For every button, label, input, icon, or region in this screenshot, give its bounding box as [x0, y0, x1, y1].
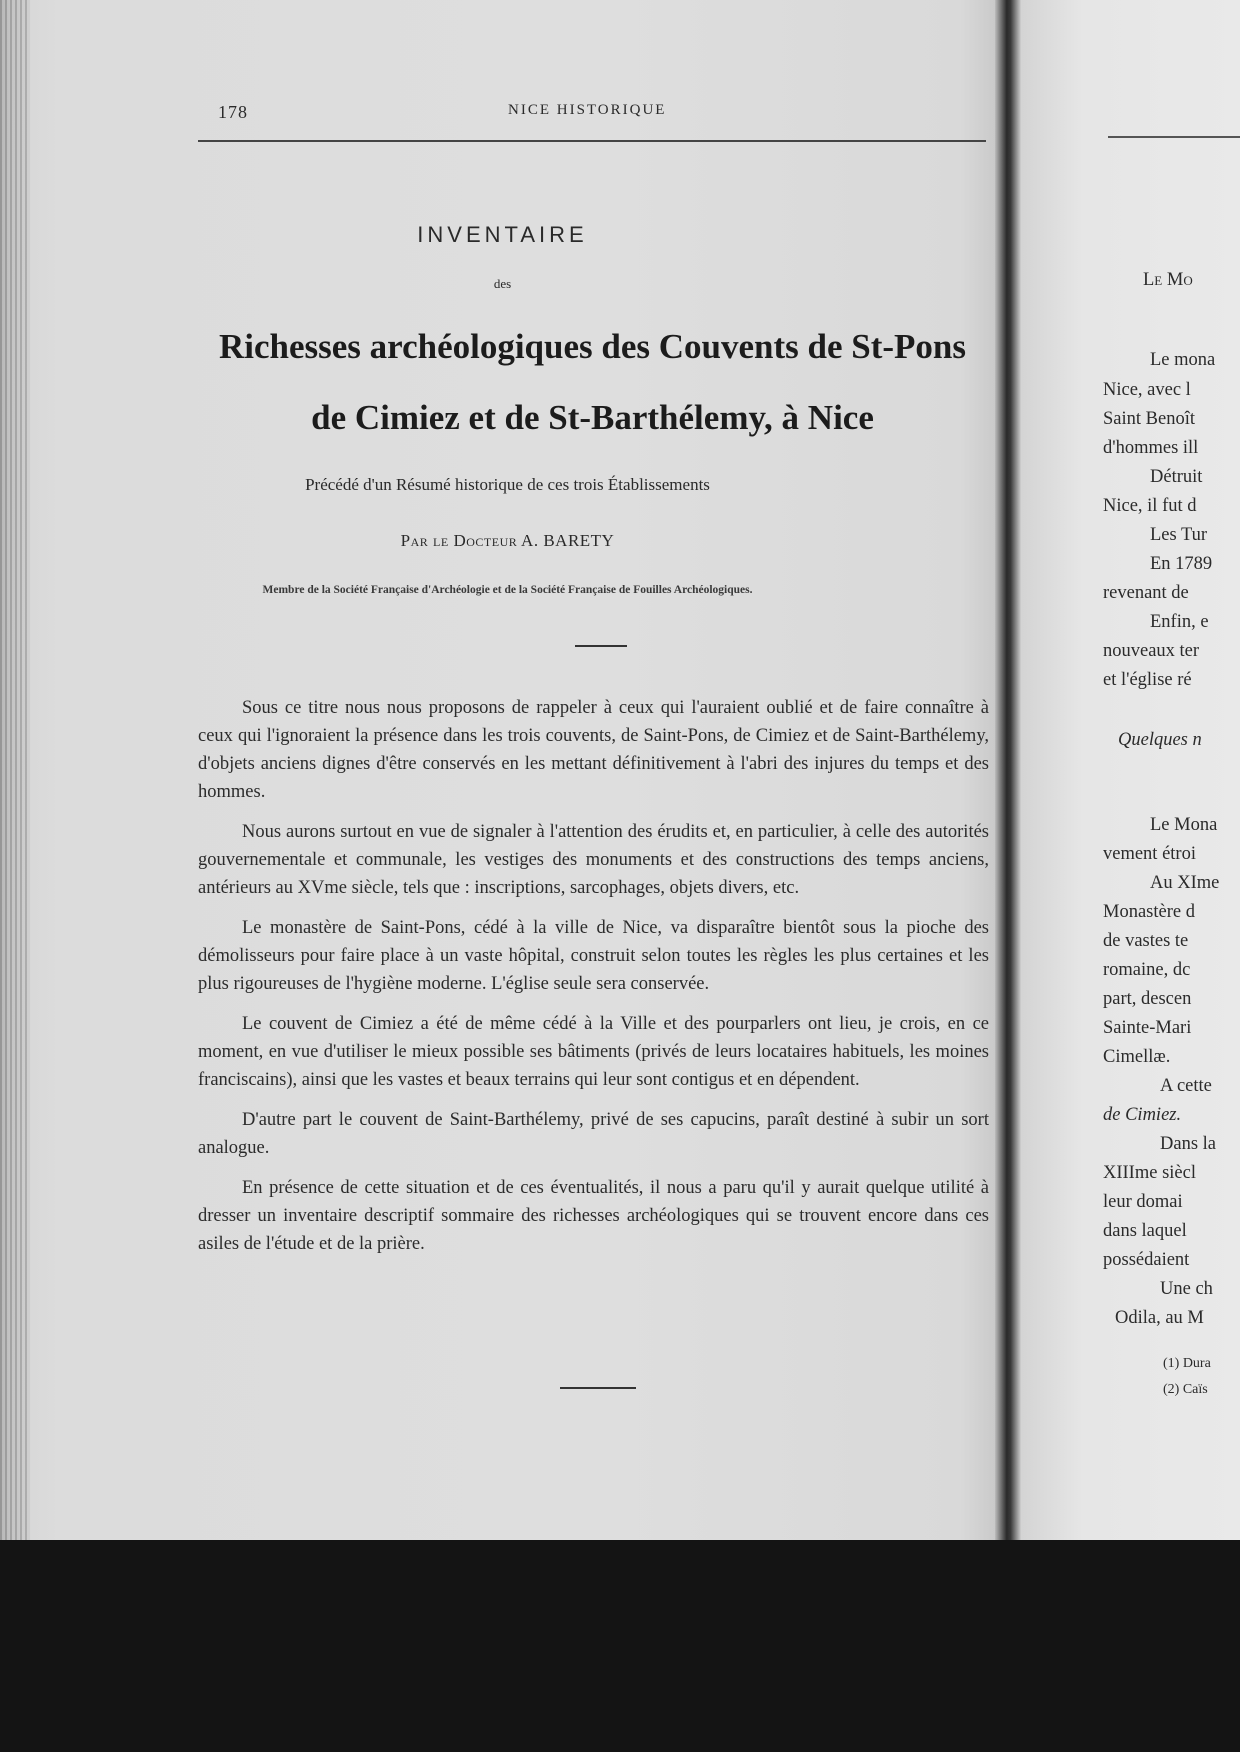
running-head: NICE HISTORIQUE: [508, 102, 667, 118]
author-affiliation: Membre de la Société Française d'Archéologie et de la Société Française de Fouilles Archéologiques.: [262, 584, 753, 596]
paragraph: Le couvent de Cimiez a été de même cédé à la Ville et des pourparlers ont lieu, je crois, en ce moment, en vue d'utiliser le mieux possible ses bâtiments (privés de leurs locataires habituels, les moines franciscains), ainsi que les vastes et beaux terrains qui leur sont contigus et en dépendent.: [198, 1014, 989, 1090]
right-line: vement étroi: [1103, 844, 1196, 864]
right-line: leur domai: [1103, 1192, 1183, 1212]
scan-background: [0, 1540, 1240, 1752]
right-line: Le mona: [1150, 350, 1216, 370]
right-line: Dans la: [1160, 1134, 1216, 1154]
right-line: dans laquel: [1103, 1221, 1187, 1241]
right-footnote: (1) Dura: [1163, 1356, 1211, 1371]
article-title-line-2: de Cimiez et de St-Barthélemy, à Nice: [311, 398, 874, 437]
right-subheading: Quelques n: [1118, 730, 1202, 750]
article-subtitle: Précédé d'un Résumé historique de ces trois Établissements: [305, 475, 710, 494]
right-line: de Cimiez.: [1103, 1105, 1182, 1125]
right-line: Le Mona: [1150, 815, 1218, 835]
right-line: revenant de: [1103, 583, 1189, 603]
right-line: Les Tur: [1150, 525, 1208, 545]
right-line: de vastes te: [1103, 931, 1189, 951]
right-header-rule: [1108, 136, 1240, 138]
paragraph: En présence de cette situation et de ces éventualités, il nous a paru qu'il y aurait quelque utilité à dresser un inventaire descriptif sommaire des richesses archéologiques qui se trouvent encore dans ces asiles de l'étude et de la prière.: [198, 1178, 989, 1254]
right-line: Sainte-Mari: [1103, 1018, 1192, 1038]
paragraph: Le monastère de Saint-Pons, cédé à la ville de Nice, va disparaître bientôt sous la pioche des démolisseurs pour faire place à un vaste hôpital, construit selon toutes les règles les plus certaines et les plus rigoureuses de l'hygiène moderne. L'église seule sera conservée.: [198, 918, 989, 994]
heading-connector: des: [493, 276, 512, 291]
right-line: Au XIme: [1150, 873, 1220, 893]
section-divider: [575, 645, 627, 647]
right-line: Saint Benoît: [1103, 409, 1195, 429]
right-line: Monastère d: [1103, 902, 1195, 922]
article-body: [198, 694, 989, 1270]
right-line: En 1789: [1150, 554, 1213, 574]
right-line: A cette: [1160, 1076, 1212, 1096]
right-line: romaine, dc: [1103, 960, 1191, 980]
header-rule: [198, 140, 986, 142]
right-footnote: (2) Caïs: [1163, 1382, 1208, 1397]
right-line: possédaient: [1103, 1250, 1190, 1270]
right-line: Nice, il fut d: [1103, 496, 1197, 516]
right-line: Cimellæ.: [1103, 1047, 1171, 1067]
paragraph: D'autre part le couvent de Saint-Barthélemy, privé de ses capucins, paraît destiné à subir un sort analogue.: [198, 1110, 989, 1158]
right-line: Une ch: [1160, 1279, 1213, 1299]
right-line: XIIIme siècl: [1103, 1163, 1196, 1183]
right-line: Détruit: [1150, 467, 1203, 487]
right-line: nouveaux ter: [1103, 641, 1200, 661]
section-heading: INVENTAIRE: [417, 222, 588, 247]
right-line: d'hommes ill: [1103, 438, 1199, 458]
right-line: Enfin, e: [1150, 612, 1209, 632]
page-number: 178: [218, 102, 248, 122]
right-page-heading: Le Mo: [1143, 270, 1193, 290]
right-line: part, descen: [1103, 989, 1192, 1009]
end-divider: [560, 1387, 636, 1389]
right-line: et l'église ré: [1103, 670, 1192, 690]
author-byline: Par le Docteur A. BARETY: [400, 531, 615, 550]
right-line: Odila, au M: [1115, 1308, 1204, 1328]
paragraph: Nous aurons surtout en vue de signaler à l'attention des érudits et, en particulier, à celle des autorités gouvernementale et communale, les vestiges des monuments et des constructions des temps anciens, antérieurs au XVme siècle, tels que : inscriptions, sarcophages, objets divers, etc.: [198, 822, 989, 898]
right-line: Nice, avec l: [1103, 380, 1191, 400]
article-title-line-1: Richesses archéologiques des Couvents de St-Pons: [218, 327, 967, 366]
paragraph: Sous ce titre nous nous proposons de rappeler à ceux qui l'auraient oublié et de faire connaître à ceux qui l'ignoraient la présence dans les trois couvents, de Saint-Pons, de Cimiez et de Saint-Barthélemy, d'objets anciens dignes d'être conservés en les mettant définitivement à l'abri des injures du temps et des hommes.: [198, 698, 989, 802]
